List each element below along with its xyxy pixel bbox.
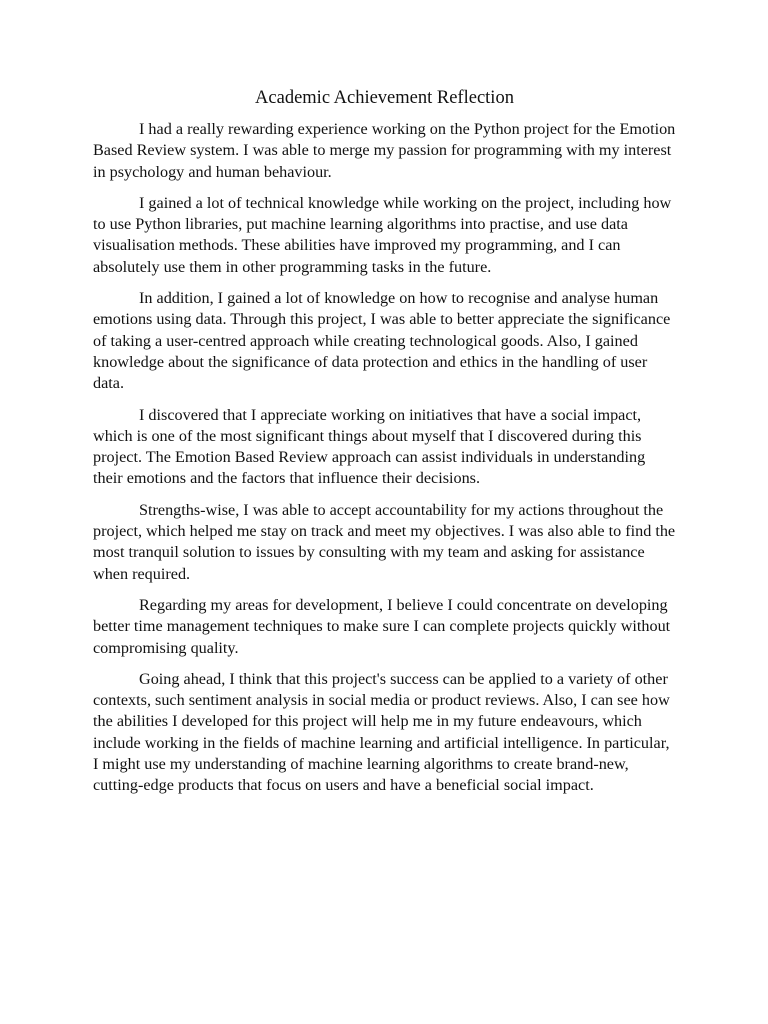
paragraph-6: Regarding my areas for development, I believe I could concentrate on developing better time management techniques to make sure I can complete projects quickly without compromising quality. [93, 595, 671, 657]
paragraph-7: Going ahead, I think that this project's success can be applied to a variety of other contexts, such sentiment analysis in social media or product reviews. Also, I can see how the abilities I developed for this project will help me in my future endeavours, which include working in the fields of machine learning and artificial intelligence. In particular, I might use my understanding of machine learning algorithms to create brand-new, cutting-edge products that focus on users and have a beneficial social impact. [93, 669, 670, 795]
paragraph-3: In addition, I gained a lot of knowledge on how to recognise and analyse human emotions using data. Through this project, I was able to better appreciate the significance of taking a user-centred approach while creating technological goods. Also, I gained knowledge about the significance of data protection and ethics in the handling of user data. [93, 289, 671, 393]
paragraph-2: I gained a lot of technical knowledge while working on the project, including how to use Python libraries, put machine learning algorithms into practise, and use data visualisation methods. These abilities have improved my programming, and I can absolutely use them in other programming tasks in the future. [93, 193, 672, 276]
paragraph-1: I had a really rewarding experience working on the Python project for the Emotion Based Review system. I was able to merge my passion for programming with my interest in psychology and human behaviour. [93, 120, 676, 181]
paragraph-5: Strengths-wise, I was able to accept accountability for my actions throughout the project, which helped me stay on track and meet my objectives. I was also able to find the most tranquil solution to issues by consulting with my team and asking for assistance when required. [93, 500, 676, 583]
document-title: Academic Achievement Reflection [255, 88, 514, 108]
paragraph-4: I discovered that I appreciate working on initiatives that have a social impact, which is one of the most significant things about myself that I discovered during this project. The Emotion Based Review approach can assist individuals in understanding their emotions and the factors that influence their decisions. [93, 405, 646, 488]
